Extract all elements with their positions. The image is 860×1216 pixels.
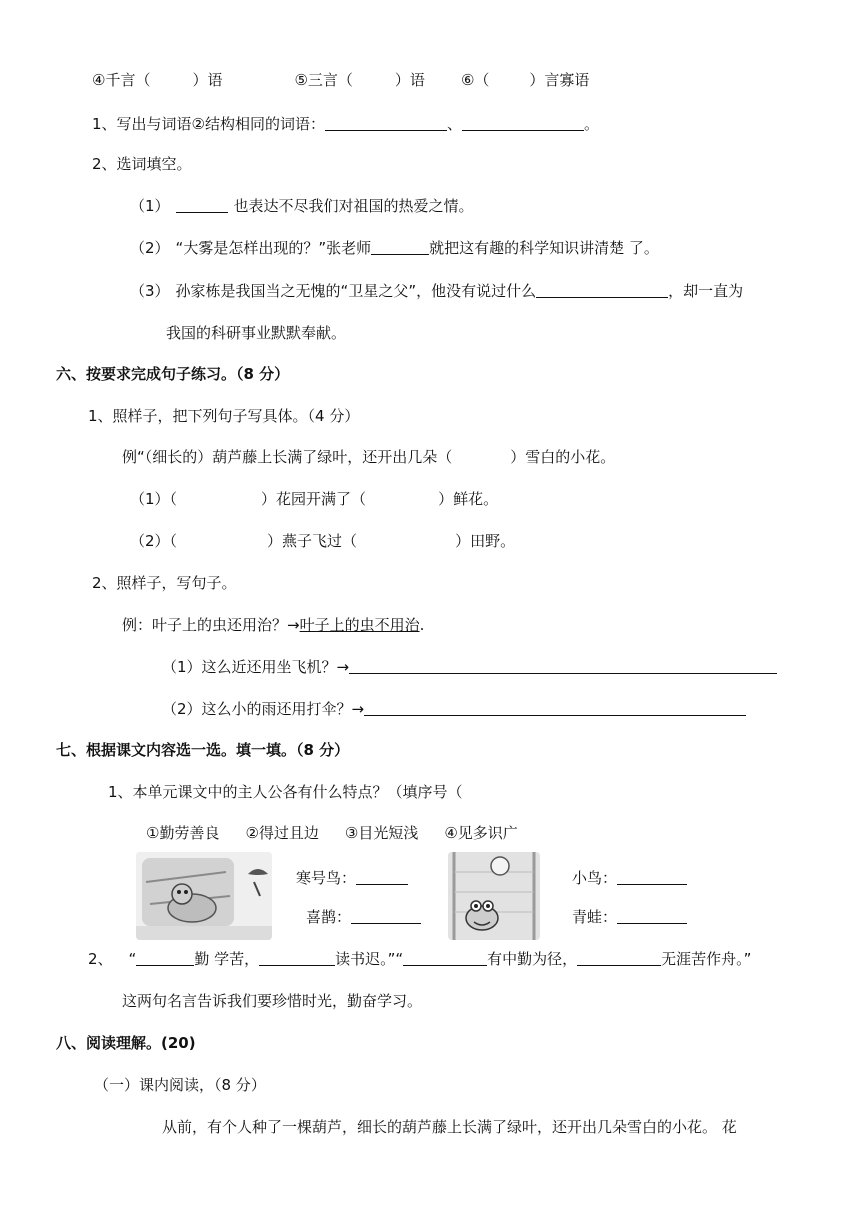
small-bird-label: 小鸟： [572,869,618,887]
fill-sentence-3 [130,280,743,302]
answer-blank[interactable] [176,196,228,213]
answer-line[interactable] [364,699,746,716]
write-sentence-2 [162,698,746,720]
write-sentence-1 [162,656,777,678]
proverb-text: “ [128,950,137,968]
question-1 [92,113,599,135]
sentence-number: （3） [130,282,170,300]
idiom-5-end: ）语 [394,71,425,89]
reading-paragraph: 从前，有个人种了一棵葫芦，细长的葫芦藤上长满了绿叶，还开出几朵雪白的小花。 花 [162,1118,737,1136]
example-text: . [419,616,425,634]
answer-blank[interactable] [325,114,447,131]
magpie-label: 喜鹊： [306,908,352,926]
fill-sentence-2 [130,237,659,259]
option-4: ④见多识广 [444,824,518,842]
example-text: 例：叶子上的虫还用治？→ [122,616,300,634]
section-6-part-1-title: 1、照样子，把下列句子写具体。（4 分） [88,407,360,425]
section-6-title: 六、按要求完成句子练习。（8 分） [56,365,290,383]
section-6-part-2-title: 2、照样子，写句子。 [92,574,237,592]
question-1-text: 1、写出与词语②结构相同的词语： [92,115,325,133]
answer-blank[interactable] [577,949,661,966]
period: 。 [584,115,600,133]
frog-well-picture [448,852,540,940]
frog-label: 青蛙： [572,908,618,926]
bird-label: 寒号鸟： [296,869,357,887]
row-text: ）燕子飞过（ [267,532,358,550]
answer-blank[interactable] [462,114,584,131]
answer-blank[interactable] [356,868,408,885]
idiom-6-end: ）言寡语 [529,71,590,89]
idiom-4-start: ④千言（ [92,71,151,89]
answer-blank[interactable] [136,949,194,966]
sentence-text: 就把这有趣的科学知识讲清楚 了。 [429,239,659,257]
section-7-question-1: 1、本单元课文中的主人公各有什么特点？（填序号（ [108,783,463,801]
example-sentence-2 [122,614,424,636]
rewrite-row-1 [130,488,498,510]
answer-line[interactable] [349,657,777,674]
answer-blank[interactable] [617,907,687,924]
row-text: ）花园开满了（ [261,490,367,508]
row-text: （2）（ [130,532,178,550]
option-2: ②得过且边 [245,824,319,842]
section-8-title: 八、阅读理解。(20) [56,1034,196,1052]
answer-blank[interactable] [259,949,335,966]
magpie-answer-row [306,906,421,928]
separator: 、 [447,115,463,133]
answer-blank[interactable] [403,949,487,966]
example-text: 例“（细长的）葫芦藤上长满了绿叶，还开出几朵（ [122,448,453,466]
example-answer: 叶子上的虫不用治 [299,616,420,634]
example-sentence [122,446,615,468]
sentence-text: 也表达不尽我们对祖国的热爱之情。 [233,197,474,215]
proverb-text: 勤 学苦， [194,950,260,968]
idiom-5-start: ⑤三言（ [294,71,353,89]
sentence-text: 孙家栋是我国当之无愧的“卫星之父”，他没有说过什么 [175,282,537,300]
rewrite-row-2 [130,530,515,552]
answer-blank[interactable] [536,281,668,298]
section-8-subtitle: （一）课内阅读，（8 分） [94,1076,266,1094]
trait-options [146,822,518,844]
proverb-text: 有中勤为径， [487,950,578,968]
row-text: ）田野。 [455,532,516,550]
frog-well-illustration [448,852,540,940]
prompt-text: （2）这么小的雨还用打伞？→ [162,700,365,718]
small-bird-answer-row [572,867,687,889]
row-text: ）鲜花。 [438,490,499,508]
idiom-4-end: ）语 [192,71,223,89]
idiom-row [92,69,589,91]
sentence-number: （2） [130,239,170,257]
proverb-text: 读书迟。”“ [335,950,404,968]
answer-blank[interactable] [351,907,421,924]
row-text: （1）（ [130,490,178,508]
fill-sentence-1 [130,195,474,217]
proverb-text: 无涯苦作舟。” [661,950,752,968]
example-text: ）雪白的小花。 [510,448,616,466]
bird-answer-row [296,867,408,889]
tree-bird-illustration [136,852,272,940]
question-number: 2、 [88,950,113,968]
sentence-text: “大雾是怎样出现的？”张老师 [175,239,372,257]
answer-blank[interactable] [371,238,429,255]
sentence-number: （1） [130,197,170,215]
proverb-fill [88,948,751,970]
prompt-text: （1）这么近还用坐飞机？→ [162,658,350,676]
answer-blank[interactable] [617,868,687,885]
section-7-title: 七、根据课文内容选一选。填一填。（8 分） [56,741,350,759]
sentence-text: ，却一直为 [668,282,744,300]
proverb-explanation: 这两句名言告诉我们要珍惜时光，勤奋学习。 [122,992,423,1010]
option-3: ③目光短浅 [344,824,419,842]
frog-answer-row [572,906,687,928]
question-2-title: 2、选词填空。 [92,155,192,173]
idiom-6-start: ⑥（ [460,71,490,89]
fill-sentence-3-cont: 我国的科研事业默默奉献。 [166,324,347,342]
bird-magpie-picture [136,852,272,940]
option-1: ①勤劳善良 [146,824,220,842]
